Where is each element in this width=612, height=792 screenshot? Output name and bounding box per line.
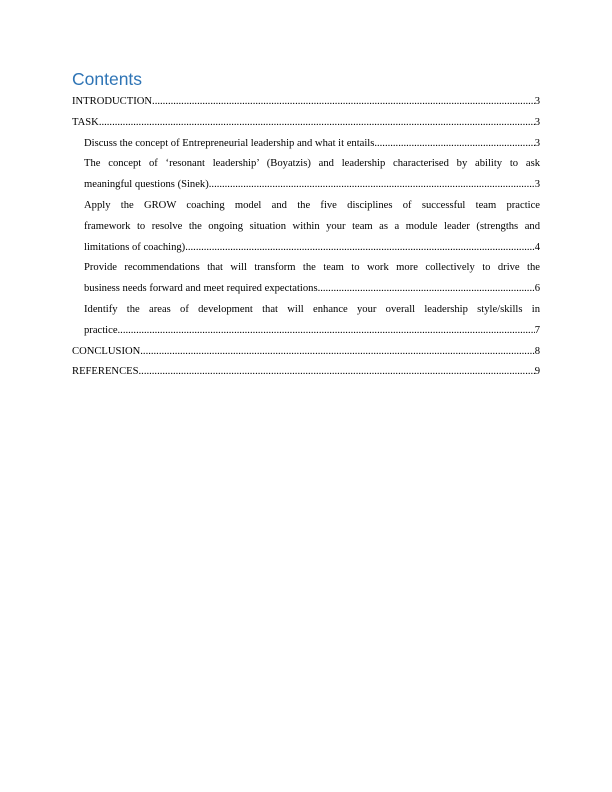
toc-page-number: 3 (534, 179, 540, 191)
toc-page-number: 7 (534, 324, 540, 336)
dot-leader (318, 279, 535, 300)
dot-leader (209, 175, 535, 196)
toc-entry-line: Provide recommendations that will transform the team to work more collectively to drive the (84, 262, 540, 274)
dot-leader (152, 92, 535, 113)
toc-entry-title: meaningful questions (Sinek) (84, 179, 209, 191)
toc-entry-line: Apply the GROW coaching model and the five disciplines of successful team practice (84, 199, 540, 211)
toc-entry-title: INTRODUCTION (72, 96, 153, 107)
toc-entry-entrepreneurial-leadership[interactable] (84, 134, 540, 155)
toc-entry-resonant-leadership[interactable] (84, 154, 540, 196)
dot-leader (99, 113, 535, 134)
toc-entry-recommendations[interactable] (84, 258, 540, 300)
dot-leader (139, 362, 535, 383)
toc-entry-line: framework to resolve the ongoing situation within your team as a module leader (strengths and (84, 220, 540, 232)
toc-entry-introduction[interactable] (72, 92, 540, 113)
toc-entry-task[interactable] (72, 113, 540, 134)
toc-entry-conclusion[interactable] (72, 342, 540, 363)
toc-entry-title: limitations of coaching) (84, 241, 186, 253)
toc-page-number: 8 (534, 345, 540, 357)
toc-entry-title: business needs forward and meet required expectations (84, 283, 318, 295)
toc-entry-line: Identify the areas of development that will enhance your overall leadership style/skills in (84, 303, 540, 315)
toc-entry-grow-coaching[interactable] (84, 196, 540, 258)
toc-page-number: 3 (534, 96, 540, 107)
toc-entry-title: TASK (72, 116, 99, 128)
dot-leader (374, 134, 534, 155)
toc-entry-line: The concept of ‘resonant leadership’ (Boyatzis) and leadership characterised by ability to ask (84, 158, 540, 170)
toc-entry-title: CONCLUSION (72, 345, 141, 357)
toc-page-number: 6 (534, 283, 540, 295)
toc-page-number: 4 (534, 241, 540, 253)
table-of-contents (72, 68, 540, 383)
dot-leader (185, 238, 534, 259)
toc-entry-references[interactable] (72, 362, 540, 383)
toc-page-number: 3 (534, 137, 540, 149)
toc-entry-title: REFERENCES (72, 366, 139, 378)
toc-page-number: 3 (534, 116, 540, 128)
toc-page-number: 9 (534, 366, 540, 378)
toc-heading: Contents (72, 69, 143, 89)
toc-entry-title: Discuss the concept of Entrepreneurial leadership and what it entails (84, 137, 375, 149)
dot-leader (140, 342, 534, 363)
toc-entry-development-areas[interactable] (84, 300, 540, 342)
toc-entry-title: practice (84, 324, 118, 336)
dot-leader (118, 321, 535, 342)
